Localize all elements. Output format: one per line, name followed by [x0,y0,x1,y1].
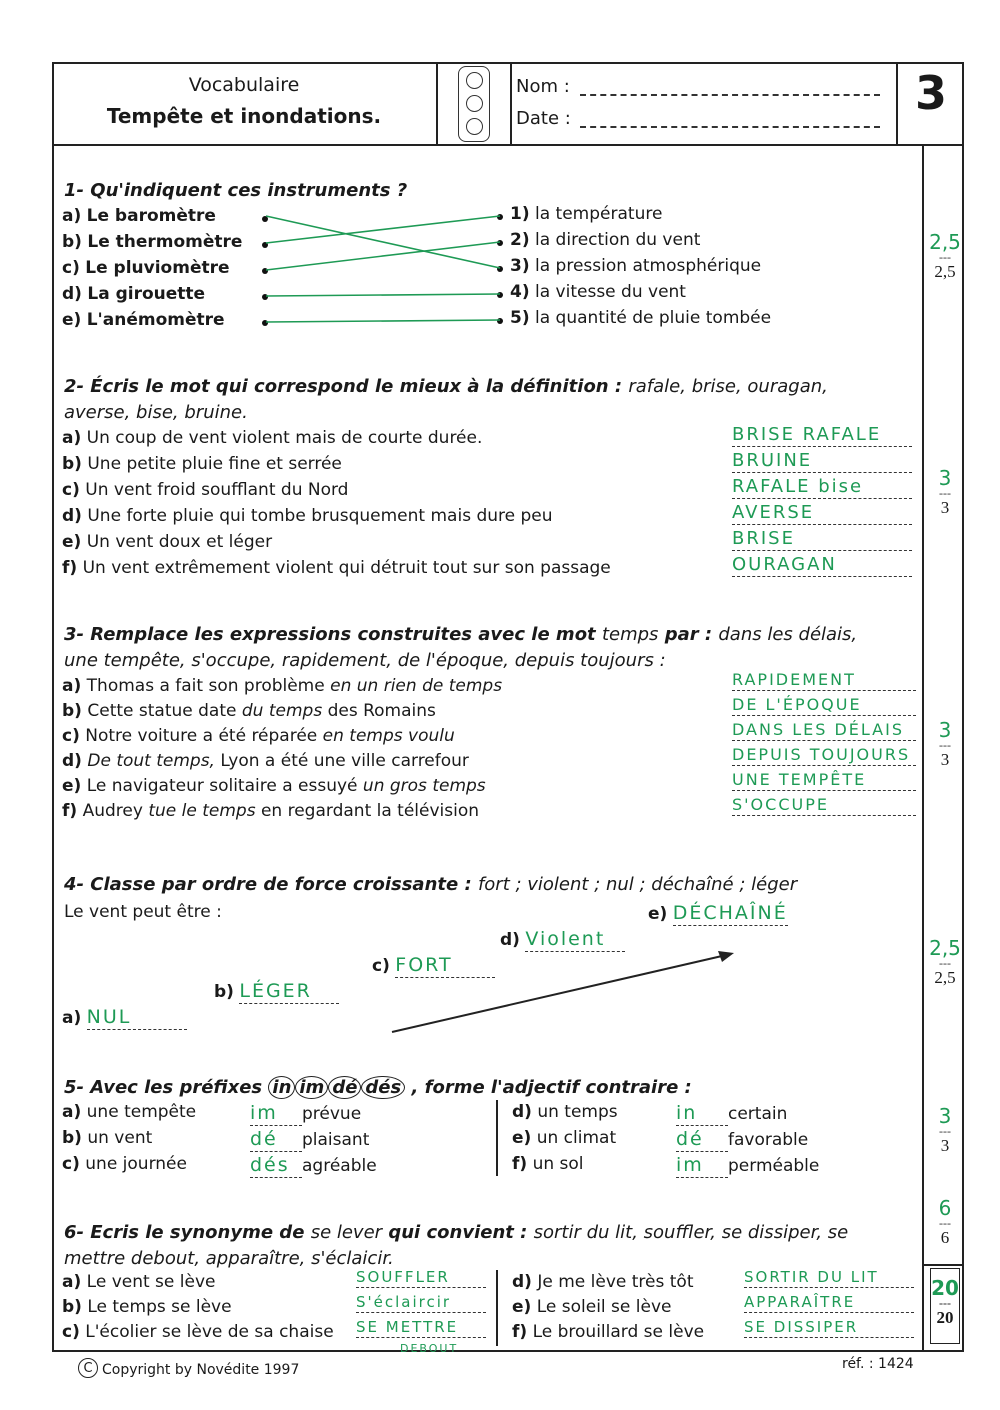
item-text-pre: Le navigateur solitaire a essuyé [86,776,358,796]
item-letter: d) [62,751,82,771]
q5-item [512,1128,616,1148]
item-expression: du temps [241,701,323,721]
item-letter: a) [62,428,82,448]
header-subject: Vocabulaire [188,74,300,96]
q3-title: 3- Remplace les expressions construites avec le mot temps par : dans les délais, [64,624,858,645]
q6-score: 6 --- 6 [938,1196,952,1247]
item-text: une tempête [86,1102,197,1122]
q2-answer-field[interactable]: BRUINE [732,450,912,473]
q6-answer-continuation: DEBOUT [400,1342,459,1355]
q4-score: 2,5 --- 2,5 [929,936,961,987]
item-expression: tue le temps [148,801,256,821]
word-stem: favorable [728,1130,809,1150]
q5-prefix-field[interactable]: dé [250,1128,302,1152]
q3-answer-field[interactable]: DE L'ÉPOQUE [732,695,916,716]
item-text: la température [535,204,663,224]
item-letter: d) [512,1102,532,1122]
item-number: 1) [510,204,530,224]
prefix-circle: in [268,1076,295,1099]
q6-item [62,1297,232,1317]
item-text: la pression atmosphérique [535,256,762,276]
item-letter: d) [512,1272,532,1292]
q6-answer-field[interactable]: SORTIR DU LIT [744,1268,914,1288]
q6-answer-field[interactable]: S'éclaircir [356,1293,486,1313]
item-number: 5) [510,308,530,328]
item-letter: f) [512,1322,528,1342]
item-text: la direction du vent [535,230,701,250]
step-letter: a) [62,1008,82,1028]
item-letter: e) [62,532,82,552]
item-text: L'écolier se lève de sa chaise [85,1322,334,1342]
item-expression: en temps voulu [322,726,455,746]
item-letter: b) [62,1297,82,1317]
date-label: Date : [516,108,571,129]
q2-score: 3 --- 3 [938,466,952,517]
item-text: Le vent se lève [86,1272,216,1292]
step-letter: c) [372,956,390,976]
copyright-text: Copyright by Novédite 1997 [102,1362,300,1378]
item-letter: c) [62,1154,80,1174]
q5-title: 5- Avec les préfixes in im dé dés , forme l'adjectif contraire : [64,1077,692,1098]
item-letter: f) [62,801,78,821]
q5-prefix-field[interactable]: dés [250,1154,302,1178]
item-text-pre: Notre voiture a été réparée [85,726,318,746]
item-letter: d) [62,506,82,526]
q5-word [250,1128,369,1152]
item-letter: e) [62,310,82,330]
item-letter: a) [62,676,82,696]
word-stem: prévue [302,1104,362,1124]
q2-answer-field[interactable]: AVERSE [732,502,912,525]
nom-label: Nom : [516,76,570,97]
q5-word [676,1154,819,1178]
q6-item [512,1272,694,1292]
q5-prefix-field[interactable]: im [250,1102,302,1126]
q6-title: 6- Ecris le synonyme de se lever qui convient : sortir du lit, souffler, se dissiper, se [64,1222,849,1243]
q4-intro: Le vent peut être : [64,902,222,922]
q5-word [250,1154,377,1178]
item-text: la quantité de pluie tombée [535,308,772,328]
item-text: Une petite pluie fine et serrée [87,454,342,474]
q4-answer-field[interactable]: Violent [525,928,625,952]
q2-answer-field[interactable]: BRISE RAFALE [732,424,912,447]
item-text: Le soleil se lève [536,1297,672,1317]
item-text: Un coup de vent violent mais de courte durée. [86,428,483,448]
q3-score: 3 --- 3 [938,718,952,769]
q2-answer-field[interactable]: RAFALE bise [732,476,912,499]
item-expression: un gros temps [362,776,486,796]
item-text-post: en regardant la télévision [260,801,480,821]
q2-title: 2- Écris le mot qui correspond le mieux à la définition : rafale, brise, ouragan, [64,376,828,397]
q4-title: 4- Classe par ordre de force croissante : fort ; violent ; nul ; déchaîné ; léger [64,874,798,895]
item-text: Un vent froid soufflant du Nord [85,480,349,500]
q4-answer-field[interactable]: FORT [395,954,495,978]
q5-item [62,1128,152,1148]
q6-answer-field[interactable]: SOUFFLER [356,1268,486,1288]
q5-prefix-field[interactable]: in [676,1102,728,1126]
q5-item [62,1154,187,1174]
q5-word [250,1102,361,1126]
copyright-icon: C [78,1358,98,1378]
q5-item [62,1102,196,1122]
q5-prefix-field[interactable]: dé [676,1128,728,1152]
item-text: la vitesse du vent [535,282,686,302]
final-score: 20 --- 20 [931,1276,959,1327]
q3-answer-field[interactable]: DANS LES DÉLAIS [732,720,916,741]
step-letter: b) [214,982,234,1002]
q3-answer-field[interactable]: S'OCCUPE [732,795,916,816]
q4-answer-field[interactable]: LÉGER [239,980,339,1004]
item-text: un climat [536,1128,617,1148]
q6-item [512,1297,671,1317]
item-text: Le baromètre [86,206,216,226]
q6-words-line1: sortir du lit, souffler, se dissiper, se [533,1222,849,1243]
item-text-pre: Audrey [82,801,143,821]
sheet-number: 3 [914,66,947,120]
item-text: Une forte pluie qui tombe brusquement mais dure peu [87,506,553,526]
q6-item [512,1322,704,1342]
item-text: Un vent doux et léger [86,532,273,552]
item-letter: c) [62,258,80,278]
item-text: un temps [537,1102,618,1122]
q5-item [512,1102,618,1122]
q5-word [676,1128,808,1152]
q6-words-line2: mettre debout, apparaître, s'éclaicir. [64,1248,394,1269]
q2-words-line2: averse, bise, bruine. [64,402,248,423]
item-number: 4) [510,282,530,302]
word-stem: plaisant [302,1130,370,1150]
prefix-circle: im [295,1076,328,1099]
item-letter: e) [512,1297,532,1317]
q1-score: 2,5 --- 2,5 [929,230,961,281]
item-text: La girouette [87,284,206,304]
q6-answer-field[interactable]: APPARAÎTRE [744,1293,914,1313]
item-letter: c) [62,726,80,746]
item-letter: c) [62,1322,80,1342]
word-stem: certain [728,1104,788,1124]
q3-answer-field[interactable]: RAPIDEMENT [732,670,916,691]
q3-words-line2: une tempête, s'occupe, rapidement, de l'époque, depuis toujours : [64,650,666,671]
item-text: une journée [85,1154,187,1174]
step-letter: d) [500,930,520,950]
item-text: Le pluviomètre [85,258,230,278]
q5-prefix-field[interactable]: im [676,1154,728,1178]
item-letter: e) [62,776,82,796]
item-text-pre: Thomas a fait son problème [86,676,325,696]
q6-answer-field[interactable]: SE DISSIPER [744,1318,914,1338]
q3-words-line1: dans les délais, [718,624,858,645]
item-letter: a) [62,1102,82,1122]
q3-answer-field[interactable]: UNE TEMPÊTE [732,770,916,791]
item-expression: De tout temps, [87,751,215,771]
reference-number: réf. : 1424 [842,1356,914,1372]
item-letter: c) [62,480,80,500]
item-number: 2) [510,230,530,250]
item-letter: a) [62,1272,82,1292]
q1-title: 1- Qu'indiquent ces instruments ? [64,180,408,201]
item-letter: a) [62,206,82,226]
q2-words-line1: rafale, brise, ouragan, [628,376,828,397]
item-text: L'anémomètre [86,310,225,330]
q4-answer-field[interactable]: DÉCHAÎNÉ [672,902,788,924]
item-text: Le brouillard se lève [532,1322,705,1342]
word-stem: agréable [302,1156,377,1176]
q6-column-divider [496,1270,498,1346]
q3-answer-field[interactable]: DEPUIS TOUJOURS [732,745,916,766]
q4-answer-field[interactable]: NUL [87,1006,187,1030]
item-letter: f) [62,558,78,578]
q2-answer-field[interactable]: BRISE [732,528,912,551]
item-text-pre: Cette statue date [87,701,237,721]
item-text: Un vent extrêmement violent qui détruit tout sur son passage [82,558,611,578]
item-text: un sol [532,1154,584,1174]
item-number: 3) [510,256,530,276]
q4-words: fort ; violent ; nul ; déchaîné ; léger [477,874,798,895]
item-text: Le temps se lève [87,1297,232,1317]
q5-item [512,1154,584,1174]
item-text: Le thermomètre [87,232,243,252]
q2-answer-field[interactable]: OURAGAN [732,554,912,577]
item-letter: d) [62,284,82,304]
item-text-post: Lyon a été une ville carrefour [220,751,469,771]
q6-answer-field[interactable]: SE METTRE [356,1318,486,1338]
prefix-circle: dé [328,1076,361,1099]
item-letter: e) [512,1128,532,1148]
item-letter: b) [62,1128,82,1148]
q5-word [676,1102,787,1126]
word-stem: perméable [728,1156,820,1176]
item-letter: b) [62,701,82,721]
item-expression: en un rien de temps [330,676,503,696]
q6-item [62,1322,334,1342]
q5-column-divider [496,1100,498,1176]
item-text-post: des Romains [327,701,436,721]
item-letter: b) [62,454,82,474]
prefix-circle: dés [361,1076,405,1099]
item-letter: b) [62,232,82,252]
q6-item [62,1272,215,1292]
item-letter: f) [512,1154,528,1174]
q5-score: 3 --- 3 [938,1104,952,1155]
item-text: Je me lève très tôt [537,1272,694,1292]
item-text: un vent [87,1128,153,1148]
header-title: Tempête et inondations. [106,104,382,128]
step-letter: e) [648,904,668,924]
